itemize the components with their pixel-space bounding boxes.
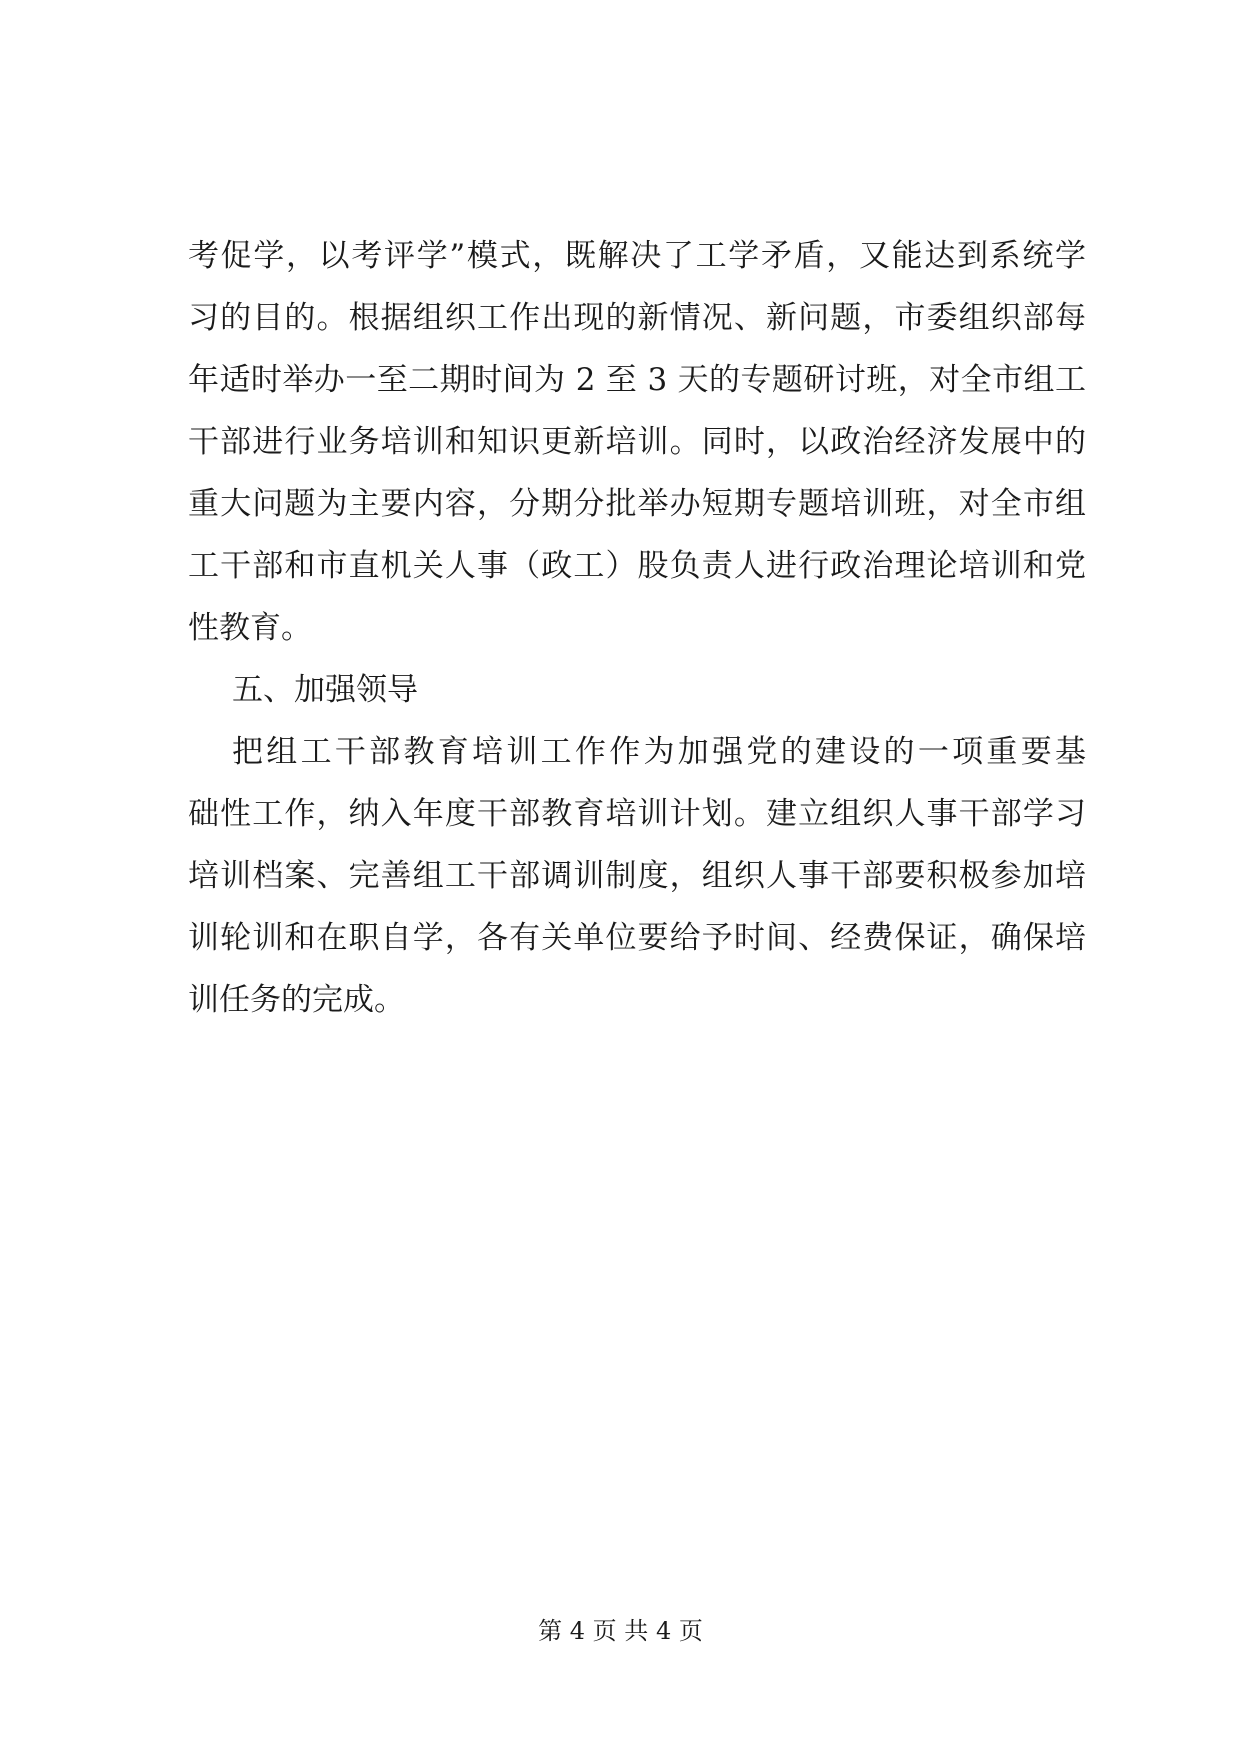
paragraph-line: 年适时举办一至二期时间为 2 至 3 天的专题研讨班，对全市组工 [188, 362, 1086, 398]
paragraph-line: 工干部和市直机关人事（政工）股负责人进行政治理论培训和党 [188, 548, 1086, 584]
section-heading: 五、加强领导 [232, 672, 418, 708]
paragraph-line: 训轮训和在职自学，各有关单位要给予时间、经费保证，确保培 [188, 920, 1086, 956]
paragraph-line: 把组工干部教育培训工作作为加强党的建设的一项重要基 [232, 734, 1086, 770]
paragraph-line: 训任务的完成。 [188, 982, 405, 1018]
page-footer: 第 4 页 共 4 页 [538, 1617, 703, 1645]
paragraph-line: 培训档案、完善组工干部调训制度，组织人事干部要积极参加培 [188, 858, 1086, 894]
paragraph-line: 习的目的。根据组织工作出现的新情况、新问题，市委组织部每 [188, 300, 1086, 336]
paragraph-line: 干部进行业务培训和知识更新培训。同时，以政治经济发展中的 [188, 424, 1086, 460]
paragraph-line: 重大问题为主要内容，分期分批举办短期专题培训班，对全市组 [188, 486, 1086, 522]
paragraph-line: 考促学，以考评学”模式，既解决了工学矛盾，又能达到系统学 [188, 238, 1086, 274]
paragraph-line: 础性工作，纳入年度干部教育培训计划。建立组织人事干部学习 [188, 796, 1086, 832]
paragraph-line: 性教育。 [188, 610, 312, 646]
